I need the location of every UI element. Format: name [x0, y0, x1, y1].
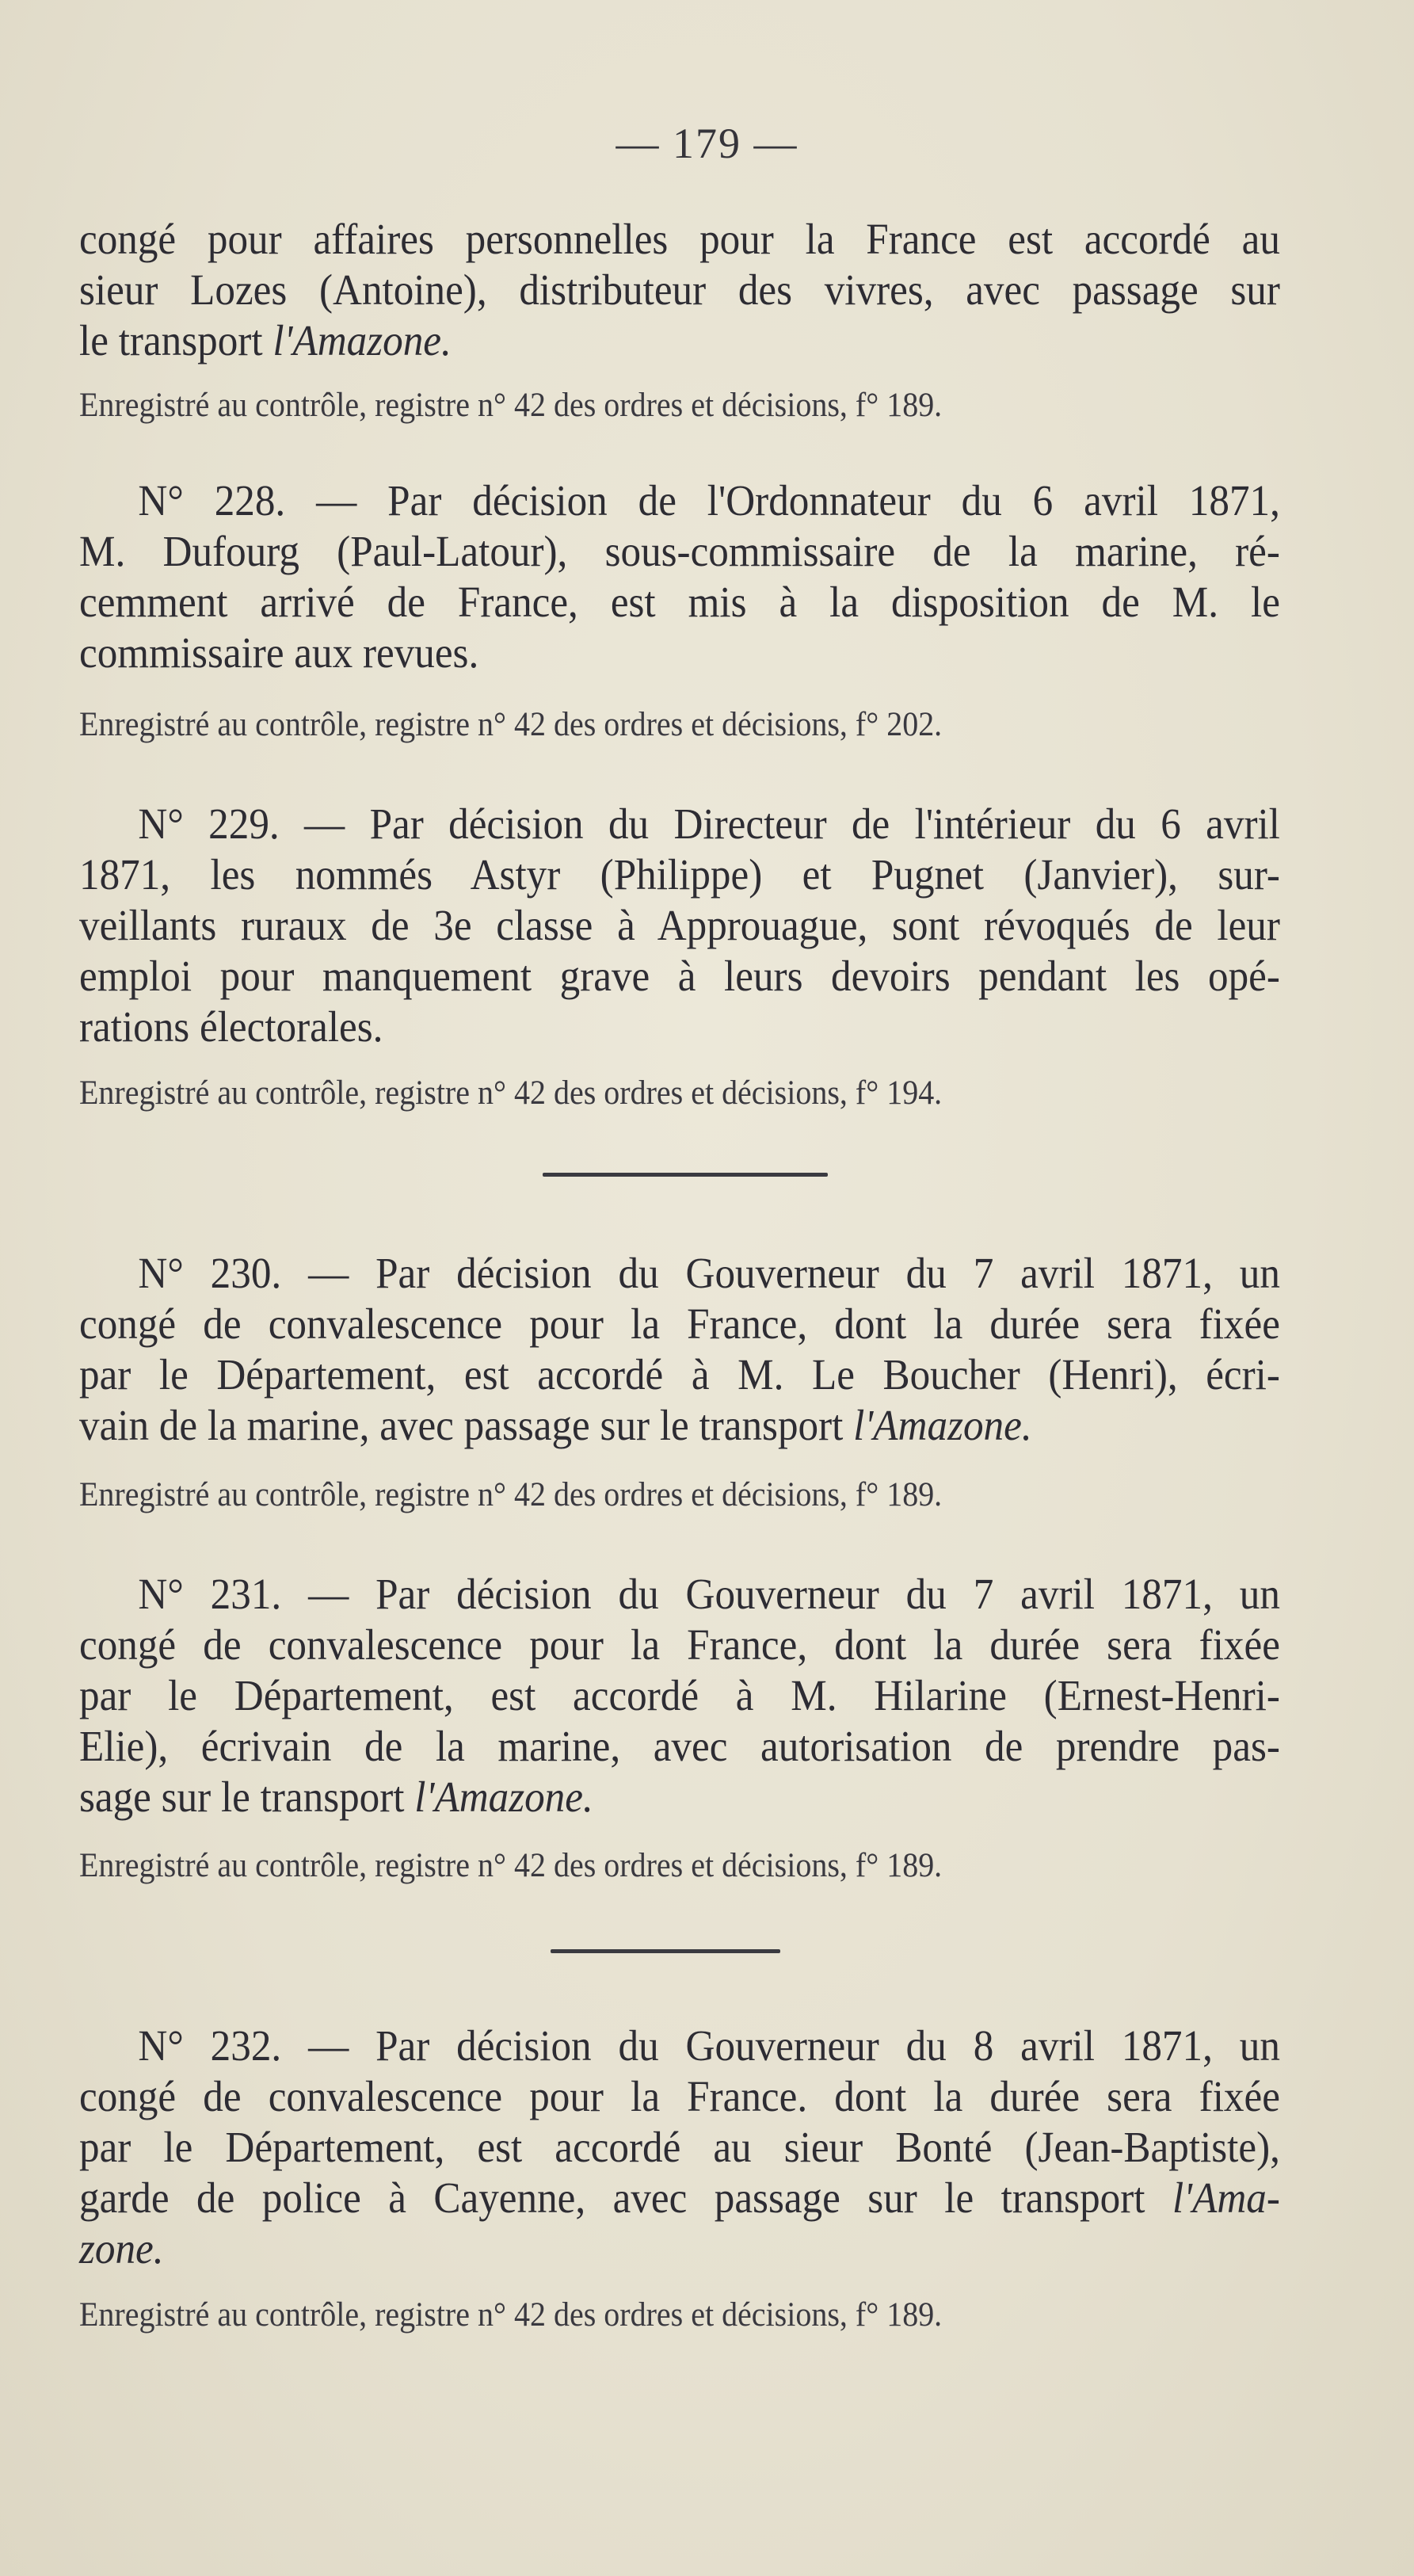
paragraph-232	[79, 2021, 1280, 2274]
ship-name: l'Amazone.	[414, 1773, 593, 1821]
page-number: — 179 —	[616, 120, 798, 167]
text-line: N° 230. — Par décision du Gouverneur du 7 avril 1871, un	[138, 1249, 1280, 1297]
paragraph-230	[79, 1248, 1280, 1451]
ship-name: l'Amazone.	[273, 316, 452, 364]
text-line	[79, 1400, 1280, 1451]
text-line: congé de convalescence pour la France, dont la durée sera fixée	[79, 1620, 1280, 1669]
text-line: M. Dufourg (Paul-Latour), sous-commissaire de la marine, ré-	[79, 527, 1280, 575]
text-fragment: le transport	[79, 316, 273, 364]
register-note: Enregistré au contrôle, registre n° 42 des ordres et décisions, f° 189.	[79, 2296, 943, 2334]
text-line: cemment arrivé de France, est mis à la disposition de M. le	[79, 578, 1280, 626]
register-note: Enregistré au contrôle, registre n° 42 des ordres et décisions, f° 189.	[79, 1847, 943, 1884]
paragraph-231	[79, 1569, 1280, 1822]
text-fragment: vain de la marine, avec passage sur le transport	[79, 1401, 854, 1449]
text-line: congé pour affaires personnelles pour la France est accordé au	[79, 215, 1280, 263]
text-line: sieur Lozes (Antoine), distributeur des vivres, avec passage sur	[79, 265, 1280, 314]
paragraph-229	[79, 799, 1280, 1052]
register-note: Enregistré au contrôle, registre n° 42 des ordres et décisions, f° 202.	[79, 706, 943, 743]
separator-rule	[551, 1949, 780, 1953]
register-note: Enregistré au contrôle, registre n° 42 des ordres et décisions, f° 189.	[79, 387, 943, 424]
text-line: congé de convalescence pour la France. dont la durée sera fixée	[79, 2072, 1280, 2120]
text-line: N° 229. — Par décision du Directeur de l'intérieur du 6 avril	[138, 800, 1280, 848]
text-line: commissaire aux revues.	[79, 628, 479, 677]
ship-name: l'Ama-	[1172, 2173, 1280, 2222]
text-line: N° 228. — Par décision de l'Ordonnateur du 6 avril 1871,	[138, 476, 1280, 525]
text-line	[79, 1772, 1280, 1822]
register-note: Enregistré au contrôle, registre n° 42 des ordres et décisions, f° 189.	[79, 1476, 943, 1513]
register-note: Enregistré au contrôle, registre n° 42 des ordres et décisions, f° 194.	[79, 1074, 943, 1112]
text-fragment: sage sur le transport	[79, 1773, 415, 1821]
text-line: rations électorales.	[79, 1002, 383, 1051]
text-line: 1871, les nommés Astyr (Philippe) et Pugnet (Janvier), sur-	[79, 850, 1280, 899]
text-line: Elie), écrivain de la marine, avec autorisation de prendre pas-	[79, 1722, 1280, 1770]
text-line: par le Département, est accordé à M. Hilarine (Ernest-Henri-	[79, 1671, 1280, 1719]
text-line: par le Département, est accordé à M. Le Boucher (Henri), écri-	[79, 1350, 1280, 1399]
text-line: zone.	[79, 2224, 164, 2273]
text-line: emploi pour manquement grave à leurs devoirs pendant les opé-	[79, 952, 1280, 1000]
text-line	[79, 2173, 1280, 2223]
text-fragment: garde de police à Cayenne, avec passage sur le transport	[79, 2173, 1172, 2222]
text-line: par le Département, est accordé au sieur Bonté (Jean-Baptiste),	[79, 2123, 1280, 2171]
text-line	[79, 315, 1280, 366]
paragraph-228	[79, 475, 1280, 678]
text-line: veillants ruraux de 3e classe à Approuague, sont révoqués de leur	[79, 901, 1280, 949]
paragraph-continuation	[79, 214, 1280, 366]
text-line: N° 231. — Par décision du Gouverneur du 7 avril 1871, un	[138, 1570, 1280, 1618]
text-line: N° 232. — Par décision du Gouverneur du 8 avril 1871, un	[138, 2021, 1280, 2070]
separator-rule	[543, 1173, 828, 1177]
text-line: congé de convalescence pour la France, dont la durée sera fixée	[79, 1299, 1280, 1348]
ship-name: l'Amazone.	[853, 1401, 1032, 1449]
